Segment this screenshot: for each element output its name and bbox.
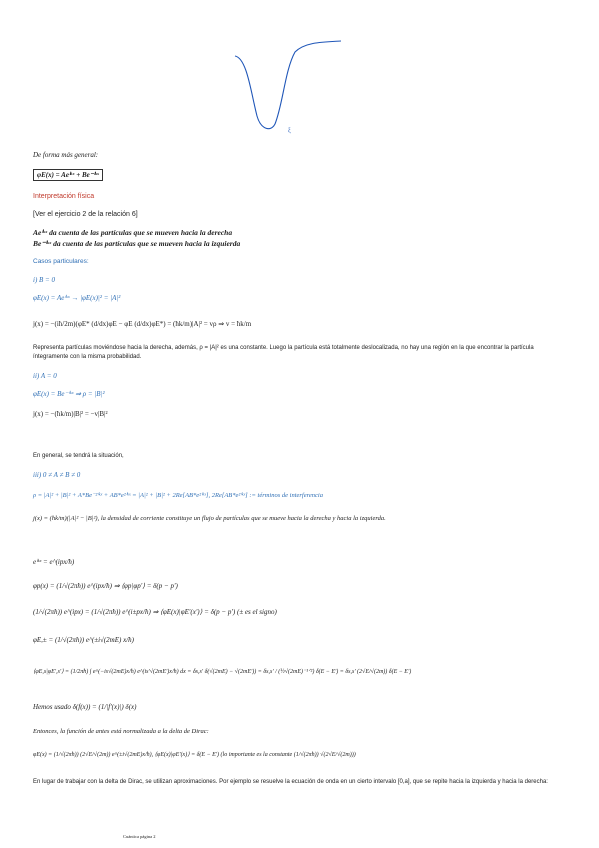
paragraph-delocalized: Representa partículas moviéndose hacia la derecha, además, ρ = |A|² es una constante. Luego la partícula está totalmente deslocalizada, no hay una región en la que encontrar la partícula íntegramente con la misma probabilidad.: [33, 345, 534, 360]
case-i-phi-equation: φE(x) = Aeⁱᵏˣ → |φE(x)|² = |A|²: [33, 294, 121, 302]
density-interference-equation: ρ = |A|² + |B|² + A*Be⁻²ⁱᵏˣ + AB*e²ⁱᵏˣ = |A|² + |B|² + 2Re[AB*e²ⁱᵏˣ], 2Re[AB*e²ⁱᵏˣ] := términos de interferencia: [33, 492, 323, 499]
case-i-current-equation: j(x) = −(iħ/2m)(φE* (d/dx)φE − φE (d/dx)φE*) = (ħk/m)|A|² = vρ ⇒ v = ħk/m: [33, 320, 252, 328]
right-moving-statement: Aeⁱᵏˣ da cuenta de las partículas que se mueven hacia la derecha: [33, 228, 233, 237]
curve-path: [235, 41, 341, 129]
phi-e-plus-minus-equation: φE,± = (1/√(2πħ)) e^(±i√(2mE) x/ħ): [33, 636, 134, 644]
case-ii-phi-equation: φE(x) = Be⁻ⁱᵏˣ ⇒ ρ = |B|²: [33, 390, 105, 398]
paragraph-approximations: En lugar de trabajar con la delta de Dirac, se utilizan aproximaciones. Por ejemplo se resuelve la ecuación de onda en un cierto intervalo [0,a], que se repite hacia la izquierda y hacia la derecha:: [33, 779, 548, 785]
exp-momentum-equation: eⁱᵏˣ = e^(ipx/ħ): [33, 558, 75, 566]
ver-ejercicio-note: [Ver el ejercicio 2 de la relación 6]: [33, 211, 138, 218]
casos-particulares-heading: Casos particulares:: [33, 258, 89, 265]
case-ii-current-equation: j(x) = −(ħk/m)|B|² = −v|B|²: [33, 410, 108, 418]
page-footer: Cuántica página 2: [123, 834, 156, 839]
phi-e-orthogonality-equation: (1/√(2πħ)) e^(ipx) = (1/√(2πħ)) e^(i±px/ħ) ⇒ ⟨φE(x)|φE'(x')⟩ = δ(p − p') (± es el signo): [33, 608, 277, 616]
phi-p-equation: φp(x) = (1/√(2πħ)) e^(ipx/ħ) ⇒ ⟨φp|φp'⟩ = δ(p − p'): [33, 582, 178, 590]
figure-axis-label: ξ: [288, 128, 291, 134]
general-intro: De forma más general:: [33, 151, 99, 159]
case-ii-heading: ii) A = 0: [33, 372, 57, 380]
normalized-phi-equation: φE(x) = (1/√(2πħ)) (2√E/√(2m)) e^(±i√(2mE)x/ħ), ⟨φE(x)|φE'(x)⟩ = δ(E − E') (lo importante es la constante (1/√(2πħ)) √(2√E/√(2m))): [33, 752, 356, 758]
inner-product-equation: ⟨φE,s|φE',s'⟩ = (1/2πħ) ∫ e^(−is√(2mE)x/ħ) e^(is'√(2mE')x/ħ) dx = δs,s' δ(√(2mE) − √(2mE')) = δs,s' / (½√(2mE)⁻¹ᐟ²) δ(E − E') = δs,s' (2√E/√(2m)) δ(E − E'): [33, 669, 412, 675]
left-moving-statement: Be⁻ⁱᵏˣ da cuenta de las partículas que se mueven hacia la izquierda: [33, 239, 241, 248]
wavefunction-curve-figure: [225, 38, 345, 138]
delta-property-note: Hemos usado δ(f(x)) = (1/|f'(x)|) δ(x): [33, 703, 137, 711]
case-iii-current-equation: j(x) = (ħk/m)(|A|² − |B|²), la densidad de corriente constituye un flujo de partículas que se mueve hacia la derecha y hacia la izquierda.: [33, 515, 386, 522]
general-situation-text: En general, se tendrá la situación,: [33, 453, 124, 459]
case-iii-heading: iii) 0 ≠ A ≠ B ≠ 0: [33, 471, 81, 479]
interpretacion-title: Interpretación física: [33, 193, 95, 200]
boxed-equation: φE(x) = Aeⁱᵏˣ + Be⁻ⁱᵏˣ: [33, 169, 103, 181]
normalization-statement: Entonces, la función de antes está normalizada a la delta de Dirac:: [33, 728, 209, 735]
case-i-heading: i) B = 0: [33, 276, 56, 284]
